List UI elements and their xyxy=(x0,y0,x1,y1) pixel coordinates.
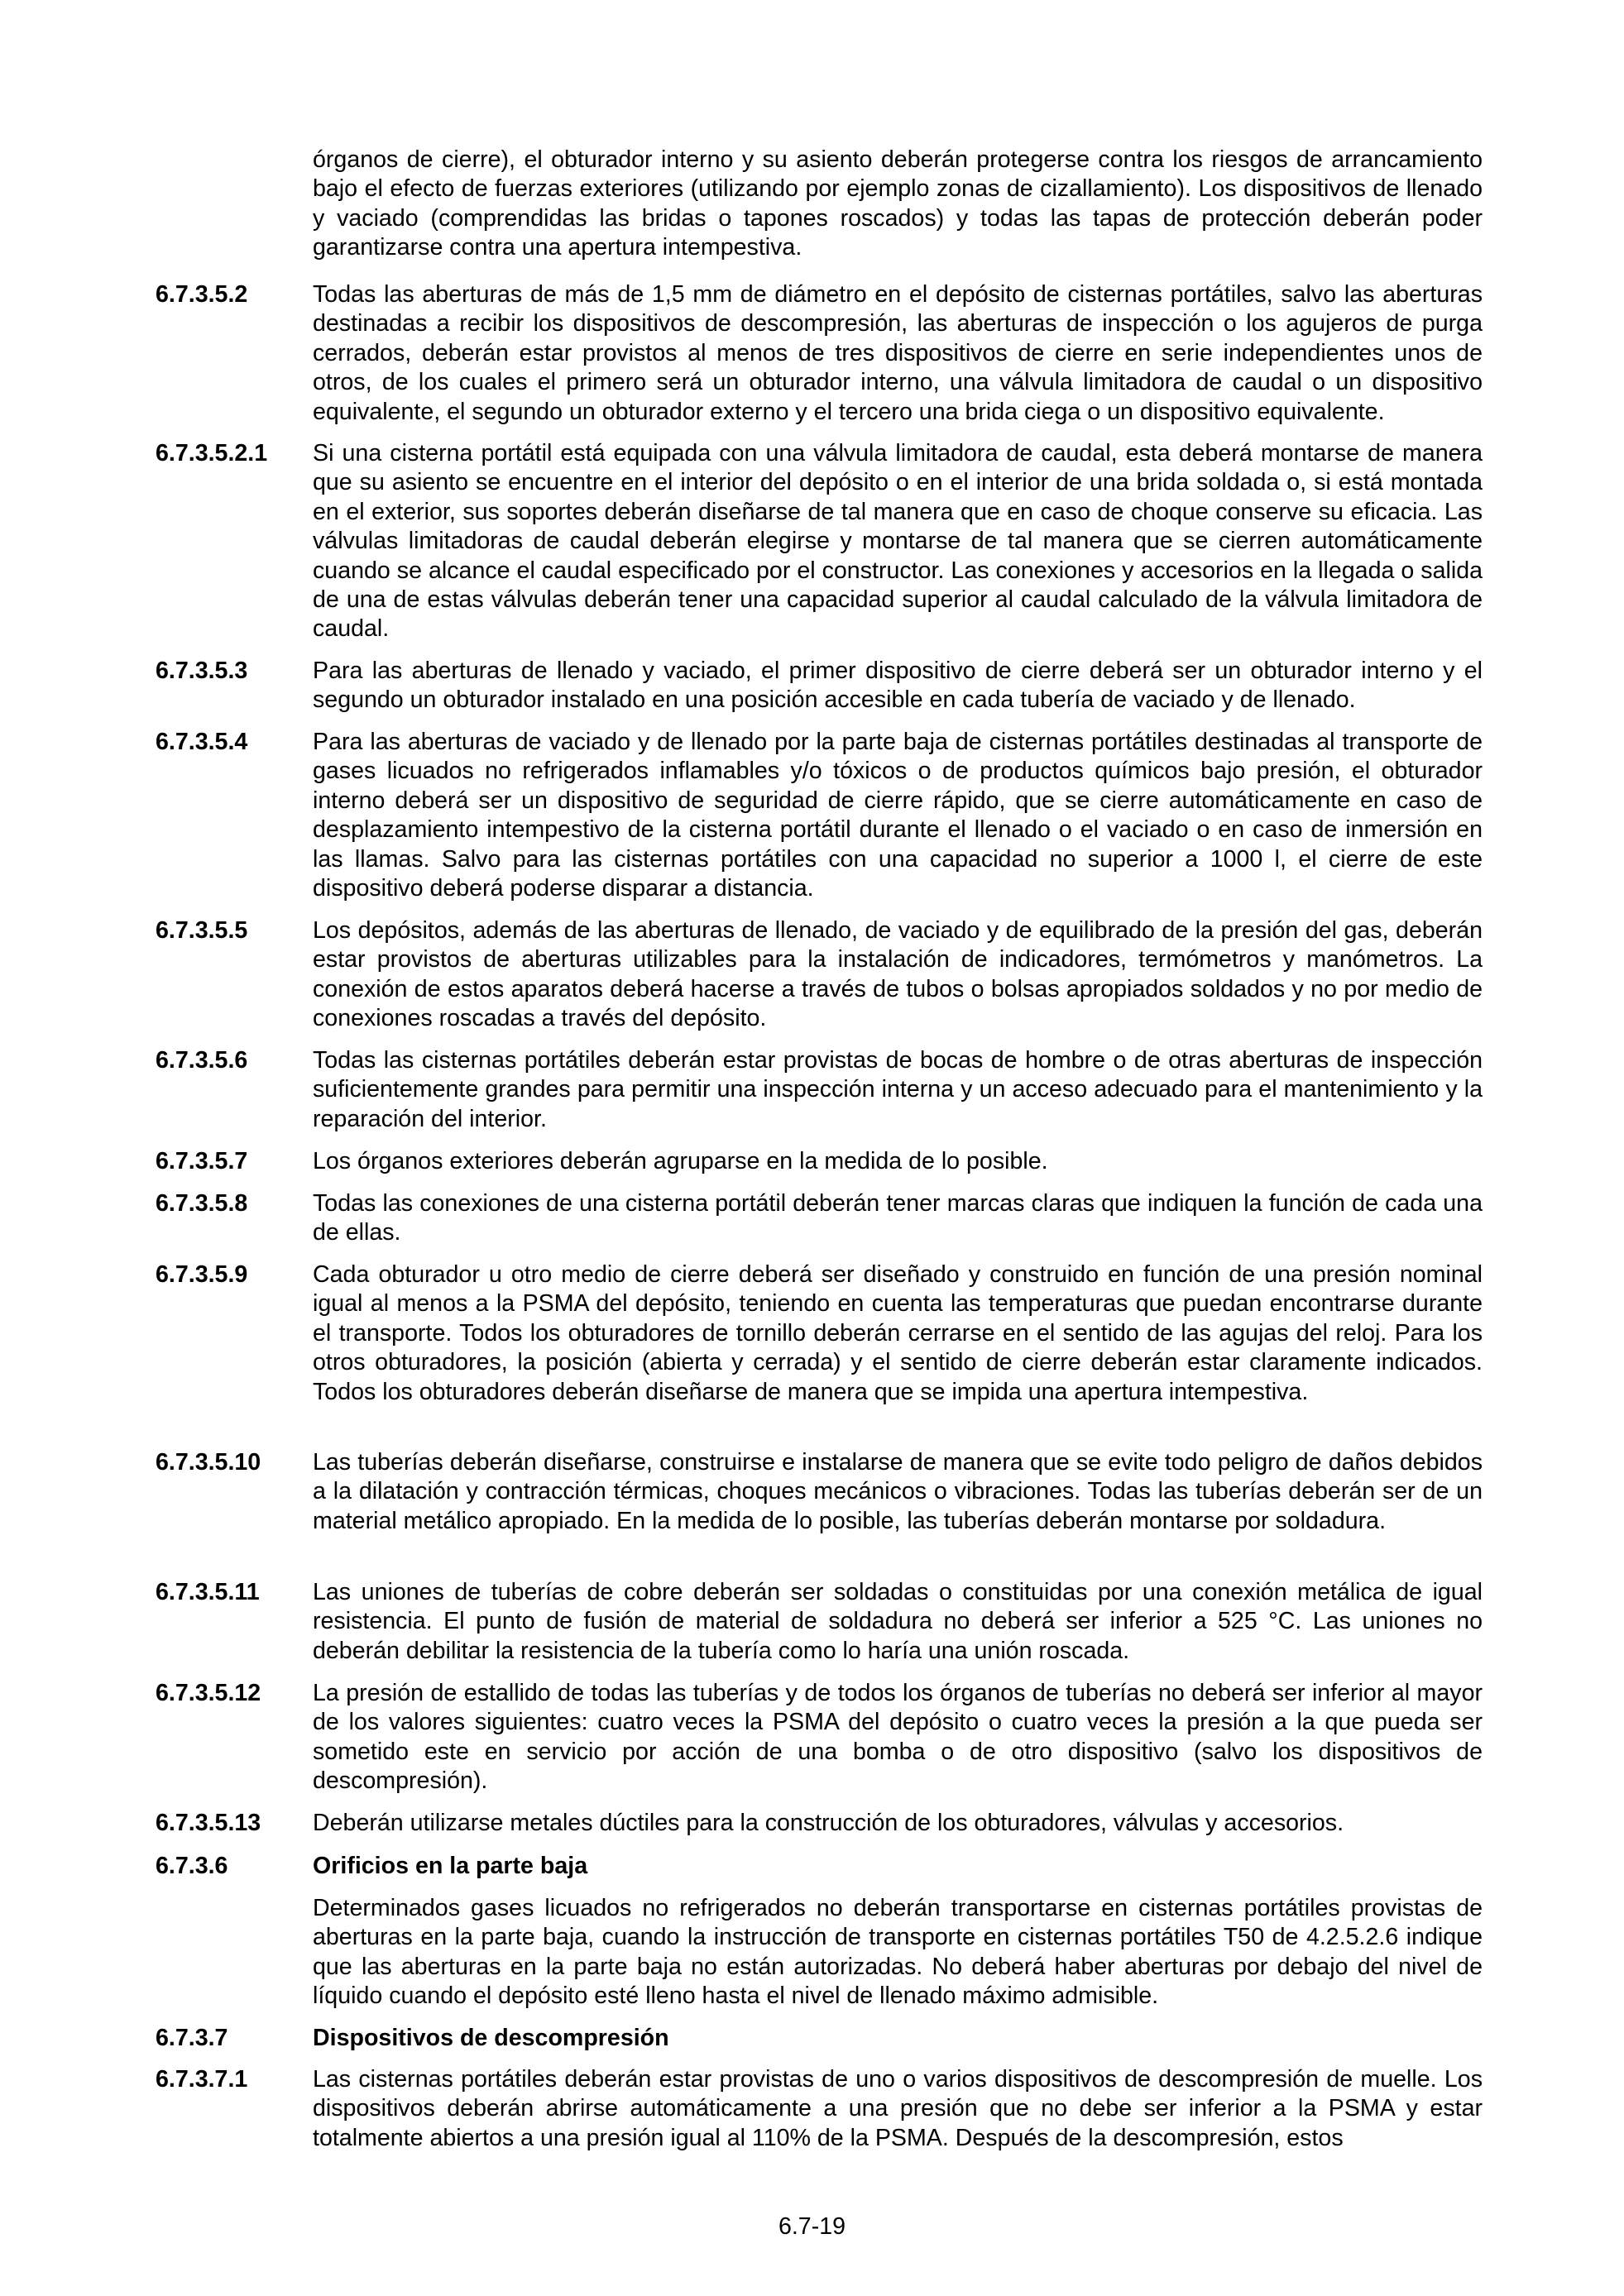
section-number: 6.7.3.5.2 xyxy=(156,281,248,308)
section-number: 6.7.3.7.1 xyxy=(156,2066,248,2093)
section-number: 6.7.3.5.4 xyxy=(156,729,248,755)
page-number: 6.7-19 xyxy=(778,2213,846,2240)
section-text: La presión de estallido de todas las tuberías y de todos los órganos de tuberías no deberá ser inferior al mayor de los valores siguientes: cuatro veces la PSMA del depósito o cuatro veces la presión a la que pueda ser sometido este en servicio por acción de una bomba o de otro dispositivo (salvo los dispositivos de descompresión). xyxy=(313,1680,1483,1795)
section-number: 6.7.3.5.10 xyxy=(156,1449,261,1476)
section-text: Deberán utilizarse metales dúctiles para la construcción de los obturadores, válvulas y accesorios. xyxy=(313,1810,1344,1836)
section-text: Para las aberturas de vaciado y de llenado por la parte baja de cisternas portátiles destinadas al transporte de gases licuados no refrigerados inflamables y/o tóxicos o de productos químicos bajo presión, el obturador interno deberá ser un dispositivo de seguridad de cierre rápido, que se cierre automáticamente en caso de desplazamiento intempestivo de la cisterna portátil durante el llenado o el vaciado o en caso de inmersión en las llamas. Salvo para las cisternas portátiles con una capacidad no superior a 1000 l, el cierre de este dispositivo deberá poderse disparar a distancia. xyxy=(313,729,1483,902)
section-text: Los depósitos, además de las aberturas de llenado, de vaciado y de equilibrado de la presión del gas, deberán estar provistos de aberturas utilizables para la instalación de indicadores, termómetros y manómetros. La conexión de estos aparatos deberá hacerse a través de tubos o bolsas apropiados soldados y no por medio de conexiones roscadas a través del depósito. xyxy=(313,917,1483,1032)
section-number: 6.7.3.5.8 xyxy=(156,1190,248,1217)
section-text: Cada obturador u otro medio de cierre deberá ser diseñado y construido en función de una presión nominal igual al menos a la PSMA del depósito, teniendo en cuenta las temperaturas que puedan encontrarse durante el transporte. Todos los obturadores de tornillo deberán cerrarse en el sentido de las agujas del reloj. Para los otros obturadores, la posición (abierta y cerrada) y el sentido de cierre deberán estar claramente indicados. Todos los obturadores deberán diseñarse de manera que se impida una apertura intempestiva. xyxy=(313,1261,1483,1405)
section-text: Todas las aberturas de más de 1,5 mm de diámetro en el depósito de cisternas portátiles, salvo las aberturas destinadas a recibir los dispositivos de descompresión, las aberturas de inspección o los agujeros de purga cerrados, deberán estar provistos al menos de tres dispositivos de cierre en serie independientes unos de otros, de los cuales el primero será un obturador interno, una válvula limitadora de caudal o un dispositivo equivalente, el segundo un obturador externo y el tercero una brida ciega o un dispositivo equivalente. xyxy=(313,281,1483,425)
section-text: Todas las cisternas portátiles deberán estar provistas de bocas de hombre o de otras aberturas de inspección suficientemente grandes para permitir una inspección interna y un acceso adecuado para el mantenimiento y la reparación del interior. xyxy=(313,1047,1483,1132)
section-number: 6.7.3.5.11 xyxy=(156,1579,260,1605)
section-text: Para las aberturas de llenado y vaciado, el primer dispositivo de cierre deberá ser un obturador interno y el segundo un obturador instalado en una posición accesible en cada tubería de vaciado y de llenado. xyxy=(313,658,1483,714)
section-text: Determinados gases licuados no refrigerados no deberán transportarse en cisternas portátiles provistas de aberturas en la parte baja, cuando la instrucción de transporte en cisternas portátiles T50 de 4.2.5.2.6 indique que las aberturas en la parte baja no están autorizadas. No deberá haber aberturas por debajo del nivel de líquido cuando el depósito esté lleno hasta el nivel de llenado máximo admisible. xyxy=(313,1895,1483,2010)
section-number: 6.7.3.5.6 xyxy=(156,1047,248,1074)
section-text: Los órganos exteriores deberán agruparse en la medida de lo posible. xyxy=(313,1148,1048,1174)
section-number: 6.7.3.5.9 xyxy=(156,1261,248,1288)
section-number: 6.7.3.5.12 xyxy=(156,1680,261,1706)
section-text: Las uniones de tuberías de cobre deberán ser soldadas o constituidas por una conexión metálica de igual resistencia. El punto de fusión de material de soldadura no deberá ser inferior a 525 °C. Las uniones no deberán debilitar la resistencia de la tubería como lo haría una unión roscada. xyxy=(313,1579,1483,1664)
intro-paragraph: órganos de cierre), el obturador interno y su asiento deberán protegerse contra los riesgos de arrancamiento bajo el efecto de fuerzas exteriores (utilizando por ejemplo zonas de cizallamiento). Los dispositivos de llenado y vaciado (comprendidas las bridas o tapones roscados) y todas las tapas de protección deberán poder garantizarse contra una apertura intempestiva. xyxy=(313,146,1483,261)
section-text: Si una cisterna portátil está equipada con una válvula limitadora de caudal, esta deberá montarse de manera que su asiento se encuentre en el interior del depósito o en el interior de una brida soldada o, si está montada en el exterior, sus soportes deberán diseñarse de tal manera que en caso de choque conserve su eficacia. Las válvulas limitadoras de caudal deberán elegirse y montarse de tal manera que se cierren automáticamente cuando se alcance el caudal especificado por el constructor. Las conexiones y accesorios en la llegada o salida de una de estas válvulas deberán tener una capacidad superior al caudal calculado de la válvula limitadora de caudal. xyxy=(313,440,1483,643)
section-text: Las cisternas portátiles deberán estar provistas de uno o varios dispositivos de descompresión de muelle. Los dispositivos deberán abrirse automáticamente a una presión que no debe ser inferior a la PSMA y estar totalmente abiertos a una presión igual al 110% de la PSMA. Después de la descompresión, estos xyxy=(313,2066,1483,2151)
section-number: 6.7.3.5.13 xyxy=(156,1810,261,1836)
section-heading: Orificios en la parte baja xyxy=(313,1853,588,1879)
section-number: 6.7.3.6 xyxy=(156,1853,228,1879)
section-text: Las tuberías deberán diseñarse, construirse e instalarse de manera que se evite todo peligro de daños debidos a la dilatación y contracción térmicas, choques mecánicos o vibraciones. Todas las tuberías deberán ser de un material metálico apropiado. En la medida de lo posible, las tuberías deberán montarse por soldadura. xyxy=(313,1449,1483,1534)
section-number: 6.7.3.5.3 xyxy=(156,658,248,684)
section-heading: Dispositivos de descompresión xyxy=(313,2025,669,2051)
section-number: 6.7.3.5.5 xyxy=(156,917,248,944)
section-number: 6.7.3.5.7 xyxy=(156,1148,248,1174)
section-number: 6.7.3.5.2.1 xyxy=(156,440,268,466)
section-number: 6.7.3.7 xyxy=(156,2025,228,2051)
section-text: Todas las conexiones de una cisterna portátil deberán tener marcas claras que indiquen la función de cada una de ellas. xyxy=(313,1190,1483,1246)
